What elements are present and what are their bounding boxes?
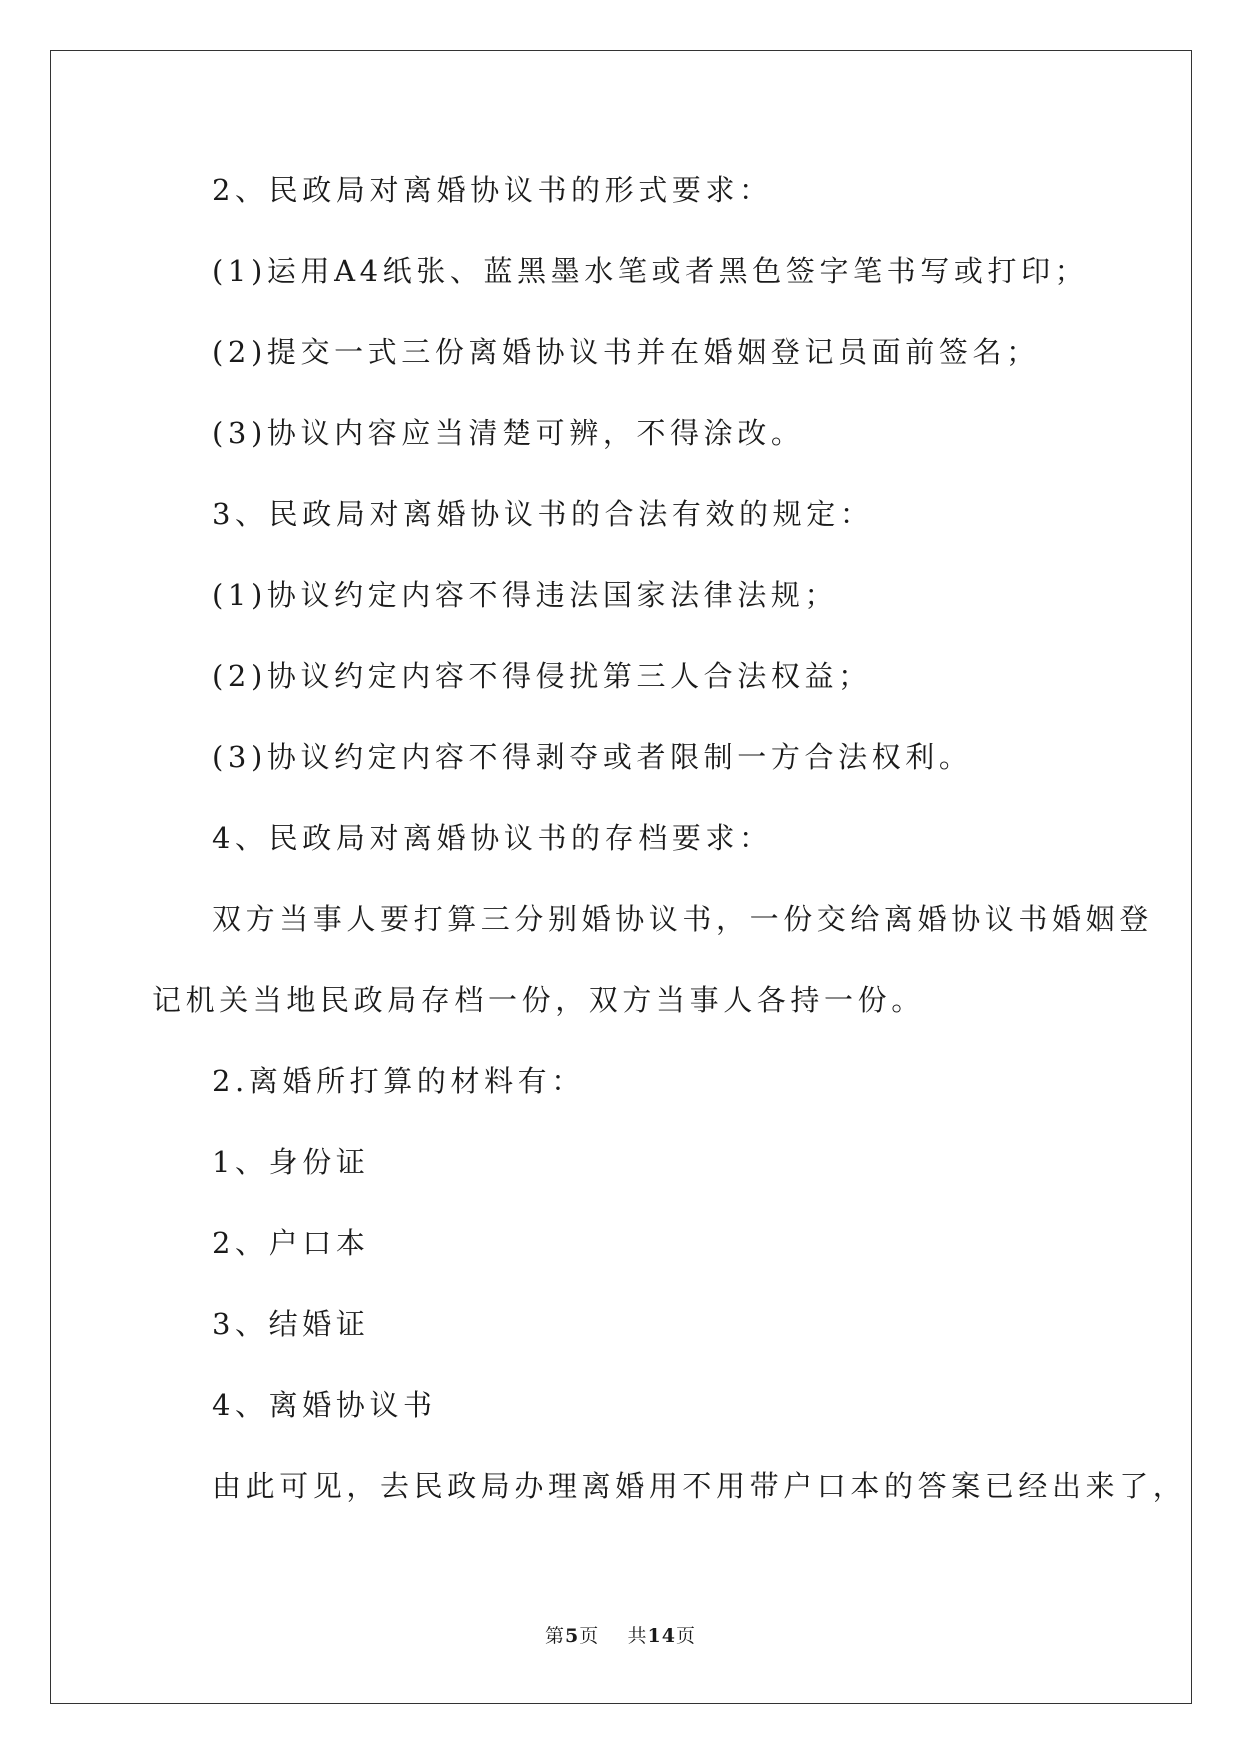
list-item: 4、离婚协议书 [212,1388,437,1422]
paragraph-line: (1)协议约定内容不得违法国家法律法规； [212,578,839,612]
list-item: 2、户口本 [212,1226,370,1260]
page-prefix: 第 [545,1625,566,1647]
paragraph-line: (2)提交一式三份离婚协议书并在婚姻登记员面前签名； [212,335,1040,369]
paragraph-line: 由此可见，去民政局办理离婚用不用带户口本的答案已经出来了， [212,1469,1187,1503]
paragraph-line: (2)协议约定内容不得侵扰第三人合法权益； [212,659,872,693]
paragraph-line: 记机关当地民政局存档一份，双方当事人各持一份。 [152,983,925,1017]
paragraph-line: 双方当事人要打算三分别婚协议书，一份交给离婚协议书婚姻登 [212,902,1153,936]
page-total: 14 [647,1625,676,1647]
paragraph-line: 4、民政局对离婚协议书的存档要求： [212,821,773,855]
total-suffix: 页 [675,1625,696,1647]
page-current: 5 [565,1625,580,1647]
paragraph-line: (1)运用A4纸张、蓝黑墨水笔或者黑色签字笔书写或打印； [212,254,1089,288]
paragraph-line: (3)协议约定内容不得剥夺或者限制一方合法权利。 [212,740,973,774]
list-item: 1、身份证 [212,1145,370,1179]
paragraph-line: 2.离婚所打算的材料有： [212,1064,585,1098]
page-suffix: 页 [579,1625,600,1647]
list-item: 3、结婚证 [212,1307,370,1341]
paragraph-line: 3、民政局对离婚协议书的合法有效的规定： [212,497,874,531]
page-footer [0,1624,1241,1648]
paragraph-line: (3)协议内容应当清楚可辨，不得涂改。 [212,416,805,450]
paragraph-line: 2、民政局对离婚协议书的形式要求： [212,173,773,207]
total-prefix: 共 [627,1625,648,1647]
